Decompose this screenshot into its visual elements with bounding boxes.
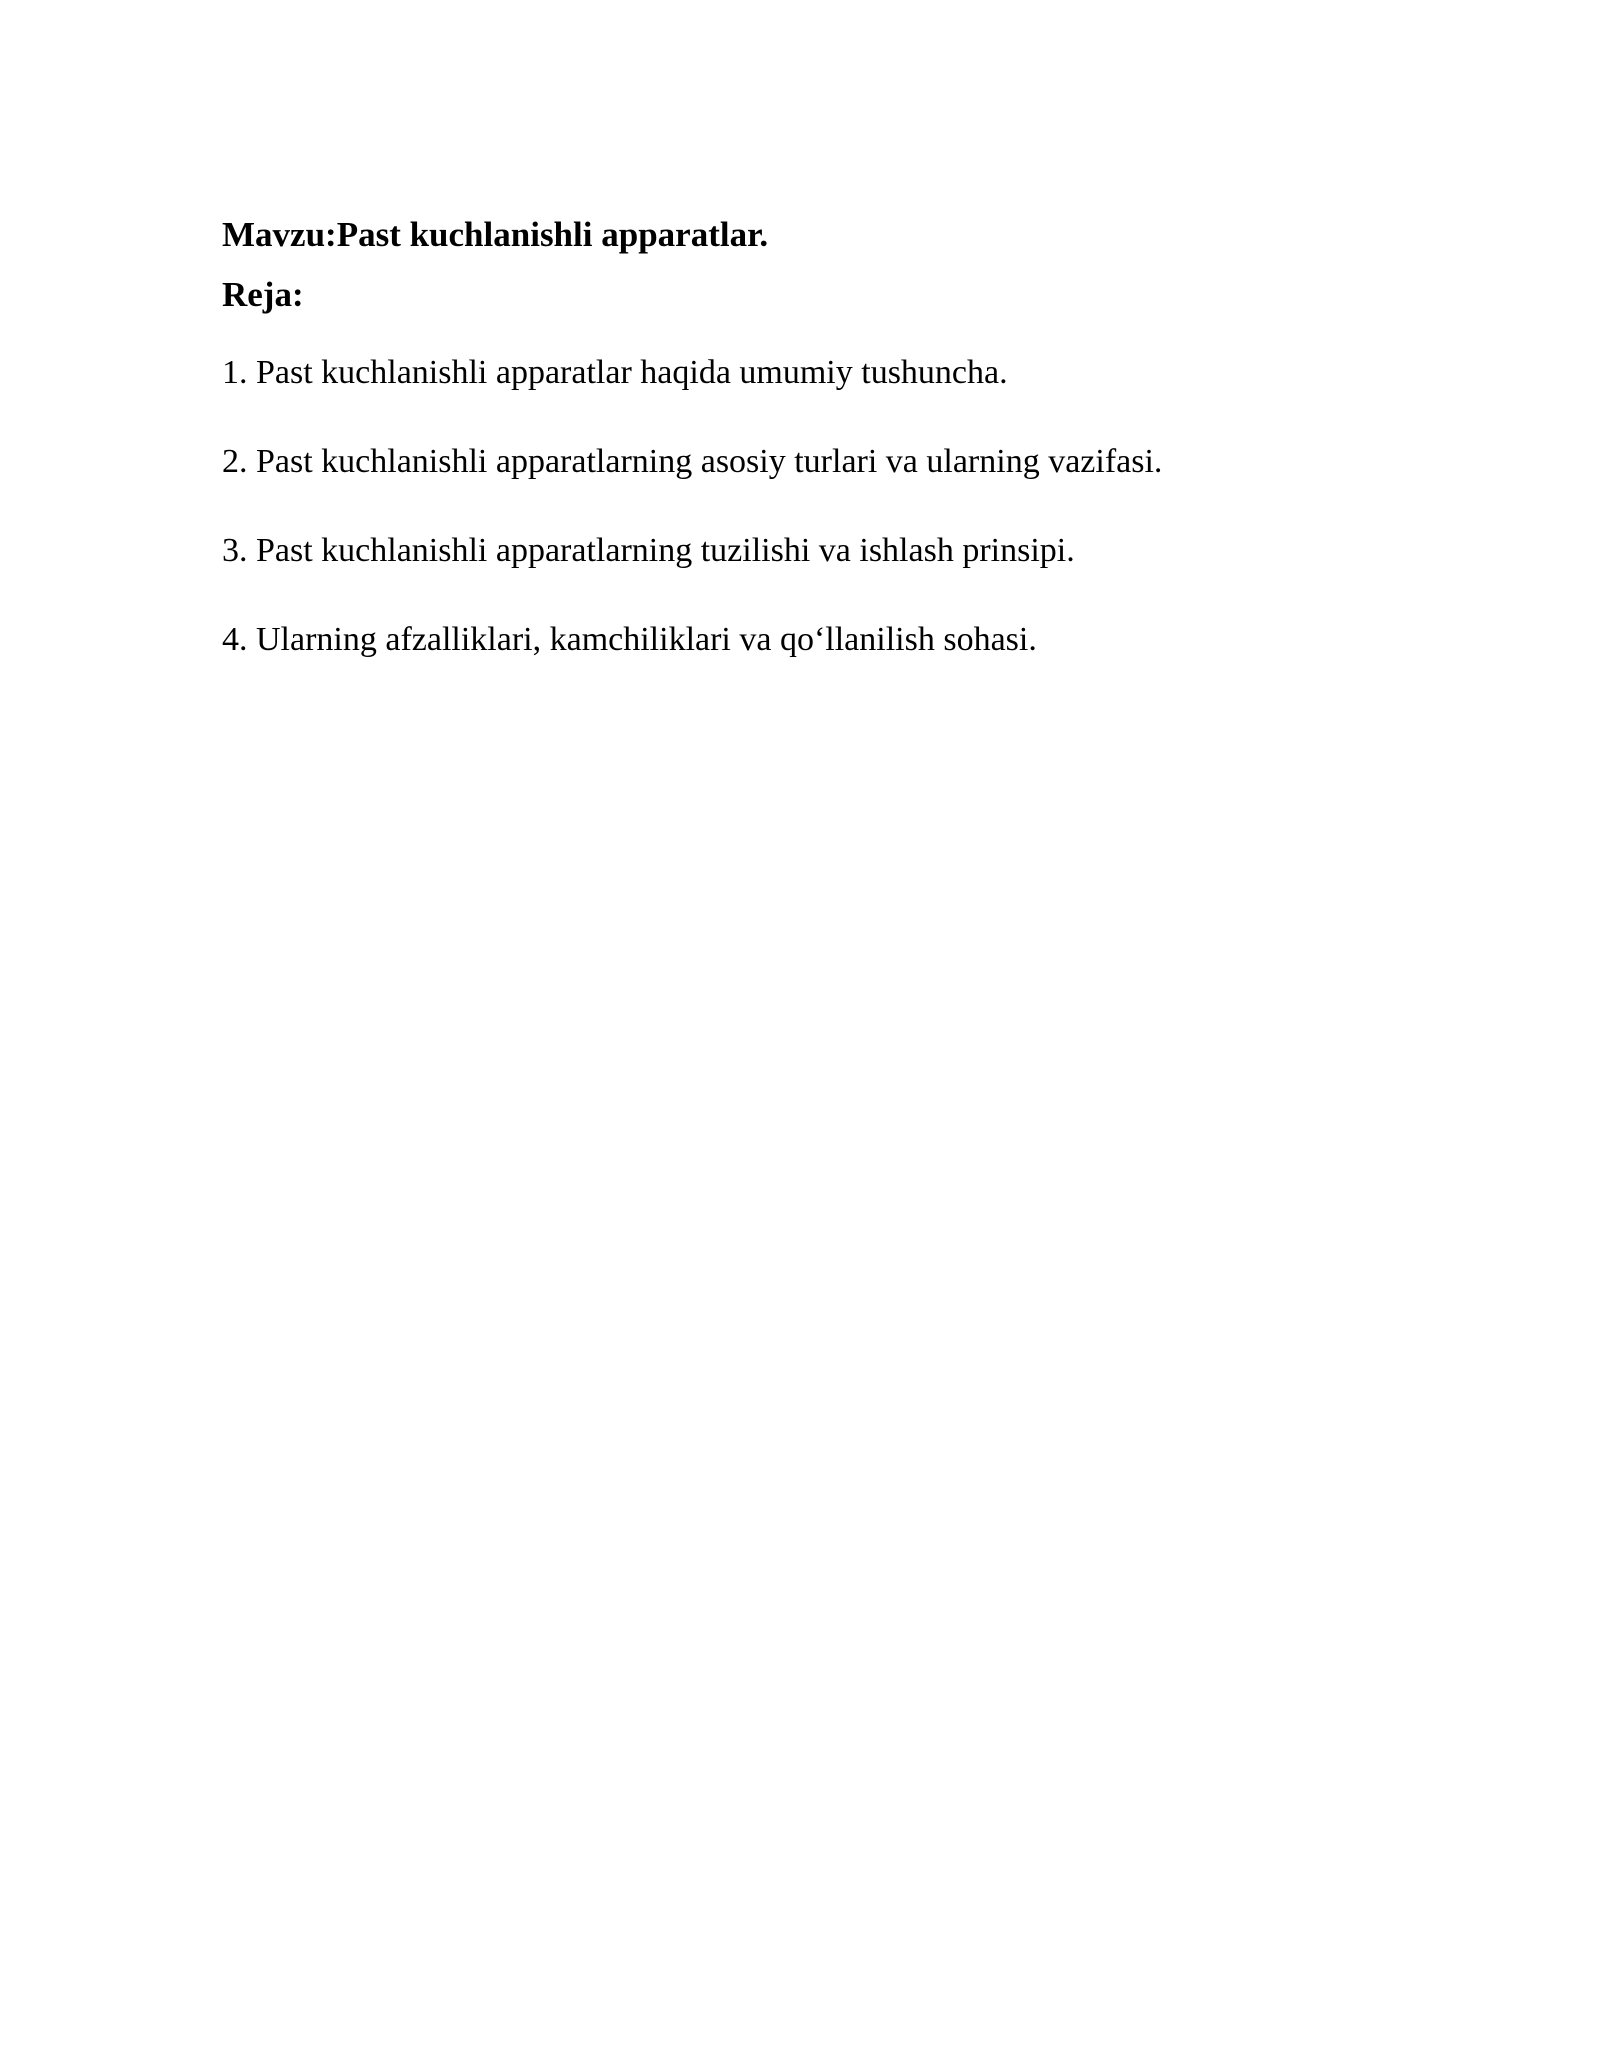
plan-item-number: 3.: [222, 532, 248, 569]
document-title: Mavzu:Past kuchlanishli apparatlar.: [222, 215, 769, 254]
plan-item: [222, 618, 1382, 662]
document-body: [222, 205, 1382, 707]
plan-item-text: Past kuchlanishli apparatlarning asosiy turlari va ularning vazifasi.: [256, 443, 1163, 480]
plan-item: [222, 440, 1382, 484]
plan-item: [222, 351, 1382, 395]
plan-list: [222, 351, 1382, 662]
plan-item-text: Past kuchlanishli apparatlarning tuzilishi va ishlash prinsipi.: [256, 532, 1075, 569]
plan-item-number: 2.: [222, 443, 248, 480]
plan-item-text: Past kuchlanishli apparatlar haqida umumiy tushuncha.: [256, 354, 1008, 391]
plan-item: [222, 529, 1382, 573]
plan-heading: Reja:: [222, 275, 304, 314]
plan-item-number: 4.: [222, 621, 248, 658]
plan-item-text: Ularning afzalliklari, kamchiliklari va qo‘llanilish sohasi.: [256, 621, 1037, 658]
plan-item-number: 1.: [222, 354, 248, 391]
